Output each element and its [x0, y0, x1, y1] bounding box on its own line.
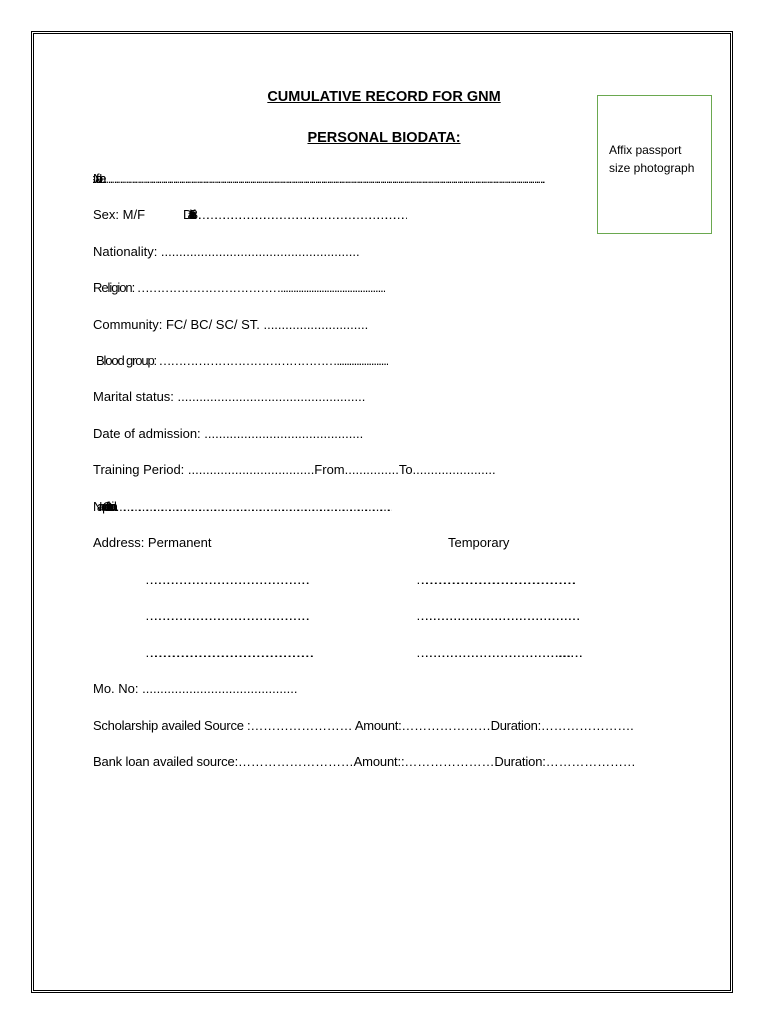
- form-title: CUMULATIVE RECORD FOR GNM: [267, 89, 501, 105]
- date-of-admission-field[interactable]: Date of admission: ............................................: [93, 426, 364, 441]
- address-temporary-line-3[interactable]: …………………………………………………………………………………………….………………: [416, 645, 583, 660]
- photo-box-line-1: Affix passport: [609, 143, 682, 157]
- address-permanent-line-2[interactable]: ………………………………………………………………………………………………………….: [145, 608, 309, 623]
- sex-field[interactable]: Sex: M/F: [93, 207, 146, 222]
- date-of-birth-field[interactable]: Date of Birth: ……………………………………………………………………….: [183, 207, 407, 222]
- training-period-field[interactable]: Training Period: ...................................From...............To.......................: [93, 462, 496, 477]
- scholarship-field[interactable]: Scholarship availed Source :…………………… Amount:…………………Duration:………………….: [93, 718, 633, 733]
- mobile-number-field[interactable]: Mo. No: ...........................................: [93, 681, 298, 696]
- nationality-field[interactable]: Nationality: .......................................................: [93, 244, 360, 259]
- name-of-student-field[interactable]: Name of student: …………………………………………………………………………………………………………………………………………………………………………………………………………………….: [93, 171, 545, 186]
- section-title: PERSONAL BIODATA:: [307, 130, 461, 146]
- address-permanent-line-1[interactable]: ………………………………………………………………………………………………………….: [145, 572, 309, 587]
- photo-box-line-2: size photograph: [609, 161, 695, 175]
- address-permanent-line-3[interactable]: …………………………………………………………………………………………………………..: [145, 645, 313, 660]
- address-permanent-label: Address: Permanent: [93, 535, 212, 550]
- address-temporary-label: Temporary: [448, 535, 510, 550]
- blood-group-field[interactable]: Blood group: ……………………………………….....................: [96, 353, 388, 368]
- bank-loan-field[interactable]: Bank loan availed source:………………………Amount::…………………Duration:…………………: [93, 754, 636, 769]
- parent-guardian-field[interactable]: Name of parent/ Guardian : …………………………………………………………………………………………………….: [93, 499, 392, 514]
- religion-field[interactable]: Religion: ……………………………….........................................: [93, 280, 385, 295]
- address-temporary-line-1[interactable]: ………………………………………………………………………………………………………...: [416, 572, 575, 587]
- community-field[interactable]: Community: FC/ BC/ SC/ ST. .............................: [93, 317, 369, 332]
- marital-status-field[interactable]: Marital status: ....................................................: [93, 389, 366, 404]
- address-temporary-line-2[interactable]: …………………………………………………………………………………………………………….: [416, 608, 579, 623]
- photo-box: [597, 95, 712, 234]
